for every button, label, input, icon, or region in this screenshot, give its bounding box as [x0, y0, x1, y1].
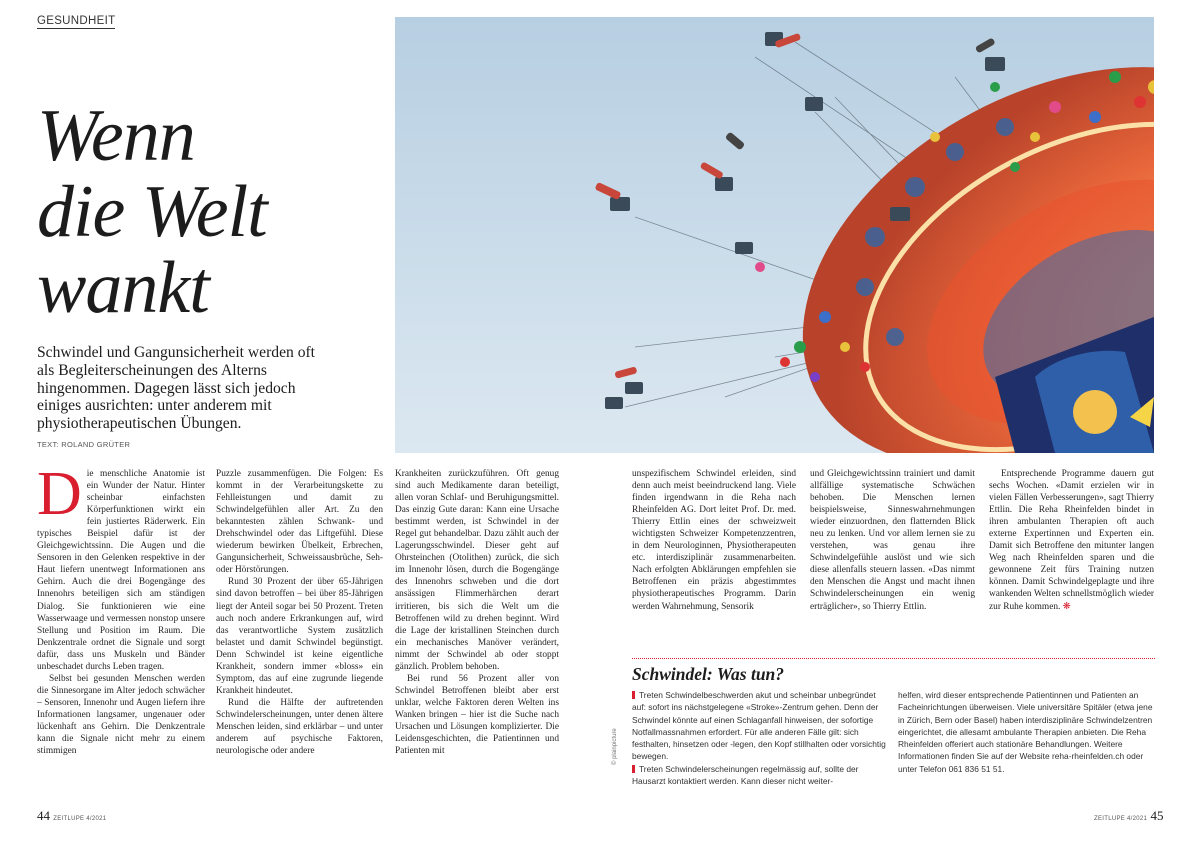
body-paragraph: Rund 30 Prozent der über 65-Jährigen sind davon betroffen – bei über 85-Jährigen liegt der Anteil sogar bei 50 Prozent. Treten auch noch andere Erkrankungen auf, wird das verantwortliche System zusätzlich belastet und damit Schwindel begünstigt. Denn Schwindel ist keine eigentliche Krankheit, sondern immer «bloss» ein Symptom, das auf eine zugrunde liegende Krankheit hindeutet.	[216, 577, 383, 696]
body-column-1	[37, 460, 205, 757]
box-divider	[632, 658, 1155, 659]
bullet-icon	[632, 765, 635, 773]
body-column-3	[395, 468, 559, 757]
page-number: 44	[37, 808, 50, 823]
magazine-issue: ZEITLUPE 4/2021	[53, 816, 107, 822]
body-text: Entsprechende Programme dauern gut sechs Wochen. «Damit erzielen wir in vielen Fällen Verbesserungen», sagt Thierry Ettlin. Die Reha Rheinfelden bindet in ihren ambulanten Therapien oft auch externe Expertinnen und Experten ein. Damit sich Betroffene den mitunter langen Weg nach Rheinfelden sparen und die gewonnene Zeit fürs Training nutzen können. Damit Schwindelgeplagte und ihre wankenden Welten schnellstmöglich wieder zur Ruhe kommen.	[989, 469, 1154, 612]
body-column-6	[989, 468, 1154, 613]
headline-line-1: Wenn	[37, 95, 195, 177]
body-paragraph: Krankheiten zurückzuführen. Oft genug sind auch Medikamente daran beteiligt, allen voran Schlaf- und Beruhigungsmittel. Das einzig Gute daran: Kann eine Ursache bestimmt werden, ist Schwindel in der Regel gut behandelbar. Dazu zählt auch der Lagerungsschwindel. Dieser geht auf Ohrsteinchen (Otolithen) zurück, die sich im Innenohr lösen, durch die Bogengänge des Innenohrs schweben und die dort ansässigen Flimmerhärchen derart irritieren, bis sich die Welt um die Betroffenen wild zu drehen beginnt. Wird die Lage der kristallinen Steinchen durch ein mechanisches Manöver verändert, nimmt der Schwindel ab oder stoppt gänzlich. Problem behoben.	[395, 469, 559, 672]
page-number: 45	[1150, 808, 1164, 823]
headline	[37, 95, 367, 329]
body-paragraph: Selbst bei gesunden Menschen werden die Sinnesorgane im Alter jedoch schwächer – Sensoren, Innenohr und Augen liefern ihre Informationen langsamer, ungenauer oder lückenhaft ans Gehirn. Die Denkzentrale kann die Signale nicht mehr zu einem stimmigen	[37, 673, 205, 757]
info-box-paragraph	[632, 689, 890, 763]
info-box-paragraph: helfen, wird dieser entsprechende Patientinnen und Patienten an Facheinrichtungen überweisen. Viele universitäre Spitäler (etwa jene in Zürich, Bern oder Basel) haben interdisziplinäre Schwindelzentren eingerichtet, die allesamt ambulante Therapien anbieten. Die Reha Rheinfelden offeriert auch stationäre Behandlungen. Weitere Informationen finden Sie auf der Website reha-rheinfelden.ch oder unter Telefon 061 836 51 51.	[898, 690, 1153, 774]
body-column-2	[216, 468, 383, 757]
body-column-5	[810, 468, 975, 613]
section-label: GESUNDHEIT	[37, 15, 116, 27]
photo-credit: © plainpicture	[612, 728, 618, 765]
body-paragraph: unspezifischem Schwindel erleiden, sind denn auch meist beeindruckend lang. Viele finden irgendwann in die Reha nach Rheinfelden AG. Dort leitet Prof. Dr. med. Thierry Ettlin eines der schweizweit wichtigsten Schweizer Kompetenzzentren, in dem Neurologinnen, Physiotherapeuten etc. interdisziplinär zusammenarbeiten. Nach erfolgten Abklärungen empfehlen sie Betroffenen ein präzis abgestimmtes physiotherapeutisches Programm. Darin werden Wahrnehmung, Sensorik	[632, 469, 796, 612]
info-box-title: Schwindel: Was tun?	[632, 664, 785, 684]
lead-paragraph: Schwindel und Gangunsicherheit werden oft als Begleiterscheinungen des Alterns hingenommen. Dagegen lässt sich jedoch einiges ausrichten: unter anderem mit physiotherapeutischen Übungen.	[37, 344, 316, 433]
body-paragraph: und Gleichgewichtssinn trainiert und damit allfällige systematische Schwächen behoben. Die Menschen lernen beispielsweise, Sinneswahrnehmungen wieder einzuordnen, den flatternden Blick neu zu lenken. Und vor allem lernen sie zu verstehen, was genau ihre Schwindelgefühle auslöst und wie sich diese allenfalls steuern lassen. «Das nimmt den Menschen die Angst und macht ihnen Schwindelerscheinungen ein wenig erträglicher», so Thierry Ettlin.	[810, 469, 975, 612]
info-box-column-1	[632, 689, 890, 787]
headline-line-2: die Welt	[37, 171, 267, 253]
body-paragraph: Puzzle zusammenfügen. Die Folgen: Es kommt in der Verarbeitungskette zu Fehlleistungen und damit zu Schwindelgefühlen aller Art. Zu den bekanntesten zählen Schwank- und Drehschwindel oder das Liftgefühl. Diese wiederum bewirken Übelkeit, Erbrechen, Gangunsicherheit, Schweissausbrüche, Seh- oder Hörstörungen.	[216, 469, 383, 576]
body-paragraph	[989, 468, 1154, 613]
info-box-text: Treten Schwindelerscheinungen regelmässig auf, sollte der Hausarzt kontaktiert werden. Kann dieser nicht weiter-	[632, 763, 859, 787]
folio-right	[1094, 808, 1163, 824]
carousel-illustration	[395, 17, 1154, 453]
info-box-text: Treten Schwindelbeschwerden akut und scheinbar unbegründet auf: sofort ins nächstgelegene «Stroke»-Zentrum gehen. Denn der Schwindel könnte auf einen Schlaganfall hinweisen, der sofortige Notfallmassnahmen erfordert. Für alle anderen Fälle gilt: sich festhalten, hinsetzen oder -legen, den Kopf stillhalten oder vorsichtig bewegen.	[632, 690, 886, 762]
info-box-paragraph	[632, 763, 890, 788]
end-mark-icon: ❋	[1062, 601, 1071, 612]
drop-cap: D	[37, 460, 82, 528]
author-credit: TEXT: ROLAND GRÜTER	[37, 440, 131, 449]
body-column-4	[632, 468, 796, 613]
body-paragraph: ie menschliche Anatomie ist ein Wunder der Natur. Hinter scheinbar einfachsten Körperfunktionen wirkt ein fein justiertes Räderwerk. Ein typisches Beispiel dafür ist der Gleichgewichtssinn. Die Augen und die Sensoren in den Gelenken respektive in der Haut liefern unentwegt Informationen ans Gehirn. Auch die drei Bogengänge des Innenohrs beteiligen sich am ständigen Dialog. Sie funktionieren wie eine Wasserwaage und vermessen nonstop unsere Stellung und Position im Raum. Die Denkzentrale ordnet die Signale und sorgt dafür, dass uns Muskeln und Bänder unbeschadet durchs Leben tragen.	[37, 469, 205, 672]
swing-carousel-photo	[395, 17, 1154, 453]
folio-left	[37, 808, 106, 824]
bullet-icon	[632, 691, 635, 699]
headline-line-3: wankt	[37, 247, 209, 329]
info-box-column-2	[898, 689, 1154, 775]
body-paragraph: Rund die Hälfte der auftretenden Schwindelerscheinungen, unter denen ältere Menschen leiden, sind erklärbar – und unter anderem auf psychische Faktoren, neurologische oder andere	[216, 697, 383, 757]
body-paragraph: Bei rund 56 Prozent aller von Schwindel Betroffenen bleibt aber erst unklar, welche Faktoren deren Welten ins Wanken bringen – hier ist die Suche nach Ursachen und Lösungen komplizierter. Die Leidensgeschichten, die Patientinnen und Patienten mit	[395, 673, 559, 757]
magazine-issue: ZEITLUPE 4/2021	[1094, 816, 1148, 822]
